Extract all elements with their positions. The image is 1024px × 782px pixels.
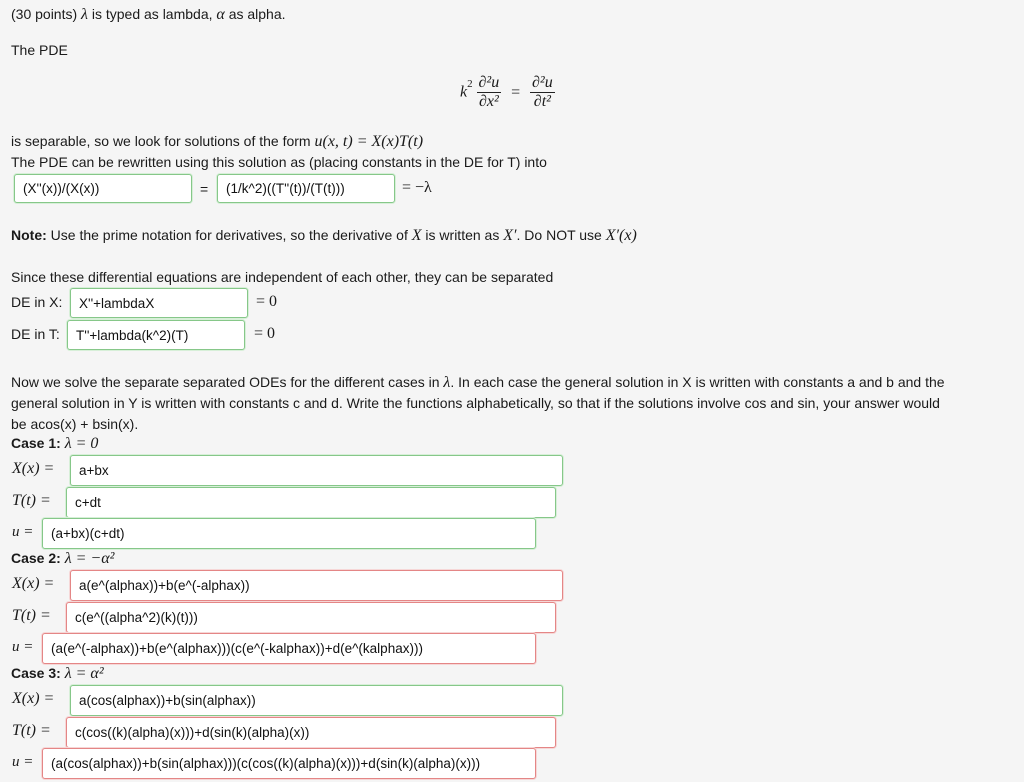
cases-intro-line1: Now we solve the separate separated ODEs for the different cases in [11,374,440,390]
case-3-u-label: u = [12,754,34,770]
rhs-denominator: ∂t² [533,93,551,110]
de-t-rhs: = 0 [254,325,276,342]
equals-sign: = [511,83,521,101]
separable-text: is separable, so we look for solutions of the form [11,133,311,149]
cases-intro-line1b: . In each case the general solution in X is written with constants a and b and the [450,374,945,390]
alpha-symbol: α [216,6,225,23]
rhs-fraction [530,74,555,111]
lhs-denominator: ∂x² [478,93,499,110]
points-label: (30 points) [11,6,78,22]
de-x-input[interactable]: X''+lambdaX [70,288,248,318]
case-1-t-input[interactable]: c+dt [66,487,556,518]
case-2-label: Case 2: [11,550,61,566]
case-2-condition: λ = −α² [64,550,115,567]
de-t-label: DE in T: [11,326,60,342]
pde-label: The PDE [11,42,68,58]
de-x-rhs: = 0 [256,293,278,310]
case-1-u-label: u = [12,524,34,540]
case-1-x-input[interactable]: a+bx [70,455,563,486]
case-2-heading [11,550,114,568]
pde-equation [460,74,555,111]
separation-constant: = −λ [402,179,432,196]
case-2-u-input[interactable]: (a(e^(-alphax))+b(e^(alphax)))(c(e^(-kalphax))+d(e^(kalphax))) [42,633,536,664]
header-note: is typed as lambda, [91,6,213,22]
separation-equals: = [200,181,209,197]
cases-intro-line2: general solution in Y is written with constants c and d. Write the functions alphabetically, so that if the solutions involve cos and sin, your answer would [11,395,940,411]
rhs-numerator: ∂²u [532,74,553,91]
case-3-x-input[interactable]: a(cos(alphax))+b(sin(alphax)) [70,685,563,716]
case-1-label: Case 1: [11,435,61,451]
note-line [11,227,637,245]
case-1-condition: λ = 0 [64,435,99,452]
lambda-symbol: λ [81,6,88,23]
cases-intro [11,372,1006,435]
de-t-input[interactable]: T''+lambda(k^2)(T) [67,320,245,350]
case-3-label: Case 3: [11,665,61,681]
cases-intro-lambda: λ [443,374,451,391]
case-1-x-label: X(x) = [12,460,55,477]
case-3-heading [11,665,104,683]
k-symbol: k [460,83,468,101]
note-text: Use the prime notation for derivatives, so the derivative of [50,227,408,243]
case-2-t-label: T(t) = [12,607,51,624]
case-1-t-label: T(t) = [12,492,51,509]
separation-right-input[interactable]: (1/k^2)((T''(t))/(T(t))) [217,174,395,203]
note-label: Note: [11,227,47,243]
cases-intro-line3: be acos(x) + bsin(x). [11,416,139,432]
case-3-u-input[interactable]: (a(cos(alphax))+b(sin(alphax)))(c(cos((k)(alpha)(x)))+d(sin(k)(alpha)(x))) [42,748,536,779]
case-3-condition: λ = α² [64,665,104,682]
case-2-t-input[interactable]: c(e^((alpha^2)(k)(t))) [66,602,556,633]
case-3-x-label: X(x) = [12,690,55,707]
case-3-t-input[interactable]: c(cos((k)(alpha)(x)))+d(sin(k)(alpha)(x)) [66,717,556,748]
case-1-u-input[interactable]: (a+bx)(c+dt) [42,518,536,549]
case-2-x-input[interactable]: a(e^(alphax))+b(e^(-alphax)) [70,570,563,601]
note-x: X [411,227,422,244]
separation-left-input[interactable]: (X''(x))/(X(x)) [14,174,192,203]
rewrite-text: The PDE can be rewritten using this solution as (placing constants in the DE for T) into [11,154,547,170]
case-1-heading [11,435,98,453]
case-3-t-label: T(t) = [12,722,51,739]
de-x-label: DE in X: [11,294,63,310]
note-end: . Do NOT use [516,227,602,243]
note-xprime: X′ [503,227,517,244]
note-xprimex: X′(x) [605,227,637,244]
separable-line [11,133,423,151]
case-2-u-label: u = [12,639,34,655]
case-2-x-label: X(x) = [12,575,55,592]
note-mid: is written as [425,227,500,243]
lhs-numerator: ∂²u [478,74,500,91]
header-note-end: as alpha. [228,6,286,22]
lhs-fraction [477,74,502,111]
k-exponent: 2 [467,77,473,90]
separated-text: Since these differential equations are independent of each other, they can be separated [11,269,554,285]
separable-form: u(x, t) = X(x)T(t) [314,133,424,150]
question-header [11,6,286,24]
